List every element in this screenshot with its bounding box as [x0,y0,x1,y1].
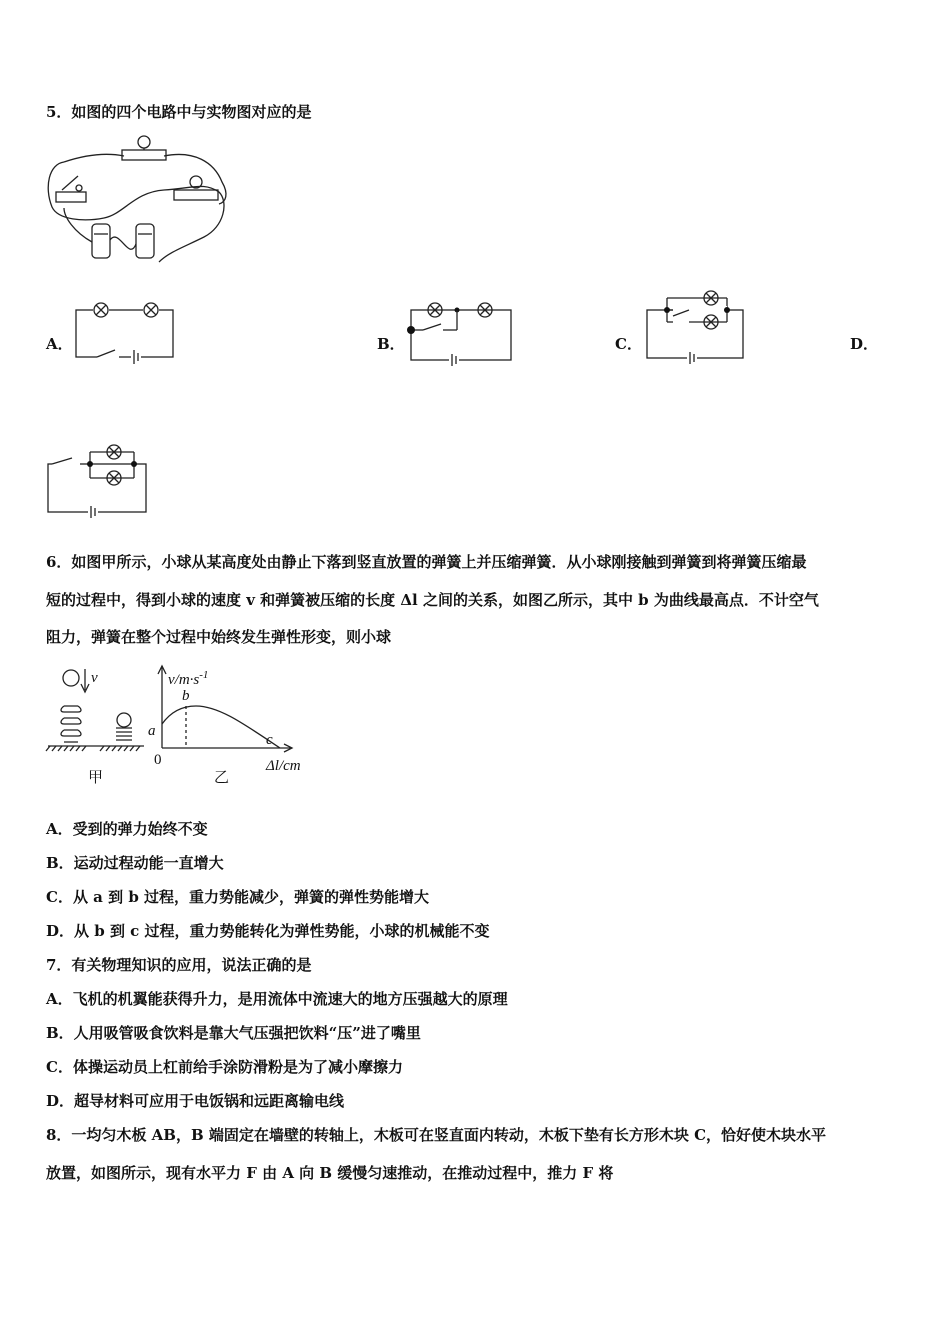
q5-circuit-b [405,300,515,368]
y-axis-label: $v/m\cdot s^{-1}$ [168,669,209,688]
q7-option-c[interactable]: C．体操运动员上杠前给手涂防滑粉是为了减小摩擦力 [46,1058,403,1076]
q5-option-a-label[interactable]: A． [46,335,73,353]
q5-stem: 5．如图的四个电路中与实物图对应的是 [46,103,312,121]
q5-circuit-c [645,290,749,366]
q6-stem-line1: 6．如图甲所示，小球从某高度处由静止下落到竖直放置的弹簧上并压缩弹簧．从小球刚接触到弹簧到将弹簧压缩最 [46,553,807,571]
caption-yi: 乙 [214,768,230,786]
q6-option-b[interactable]: B．运动过程动能一直增大 [46,854,224,872]
point-a-label: a [148,723,156,739]
x-axis-label: Δl/cm [266,758,301,774]
q8-stem-line2: 放置，如图所示，现有水平力 F 由 A 向 B 缓慢匀速推动，在推动过程中，推力 F 将 [46,1164,614,1182]
q8-stem-line1: 8．一均匀木板 AB，B 端固定在墙壁的转轴上，木板可在竖直面内转动，木板下垫有长方形木块 C，恰好使木块水平 [46,1126,827,1144]
caption-jia: 甲 [88,768,104,786]
q6-stem-line3: 阻力，弹簧在整个过程中始终发生弹性形变，则小球 [46,628,392,646]
q7-option-b[interactable]: B．人用吸管吸食饮料是靠大气压强把饮料“压”进了嘴里 [46,1024,421,1042]
point-b-label: b [182,688,190,704]
q7-option-d[interactable]: D．超导材料可应用于电饭锅和远距离输电线 [46,1092,345,1110]
q5-option-c-label[interactable]: C． [615,335,642,353]
origin-label: 0 [154,752,162,768]
q7-stem: 7．有关物理知识的应用，说法正确的是 [46,956,312,974]
q5-circuit-d [46,444,150,518]
q5-physical-circuit-figure [44,132,244,272]
q6-option-d[interactable]: D．从 b 到 c 过程，重力势能转化为弹性势能，小球的机械能不变 [46,922,490,940]
point-c-label: c [266,732,273,748]
q6-stem-line2: 短的过程中，得到小球的速度 v 和弹簧被压缩的长度 Δl 之间的关系，如图乙所示，其中 b 为曲线最高点．不计空气 [46,591,819,609]
q7-option-a[interactable]: A．飞机的机翼能获得升力，是用流体中流速大的地方压强越大的原理 [46,990,508,1008]
q6-option-c[interactable]: C．从 a 到 b 过程，重力势能减少，弹簧的弹性势能增大 [46,888,430,906]
q5-circuit-a [75,300,185,362]
q5-option-d-label[interactable]: D． [850,335,879,353]
velocity-label: v [91,670,98,686]
q6-figure [44,662,324,788]
q5-option-b-label[interactable]: B． [377,335,405,353]
q6-option-a[interactable]: A．受到的弹力始终不变 [46,820,208,838]
